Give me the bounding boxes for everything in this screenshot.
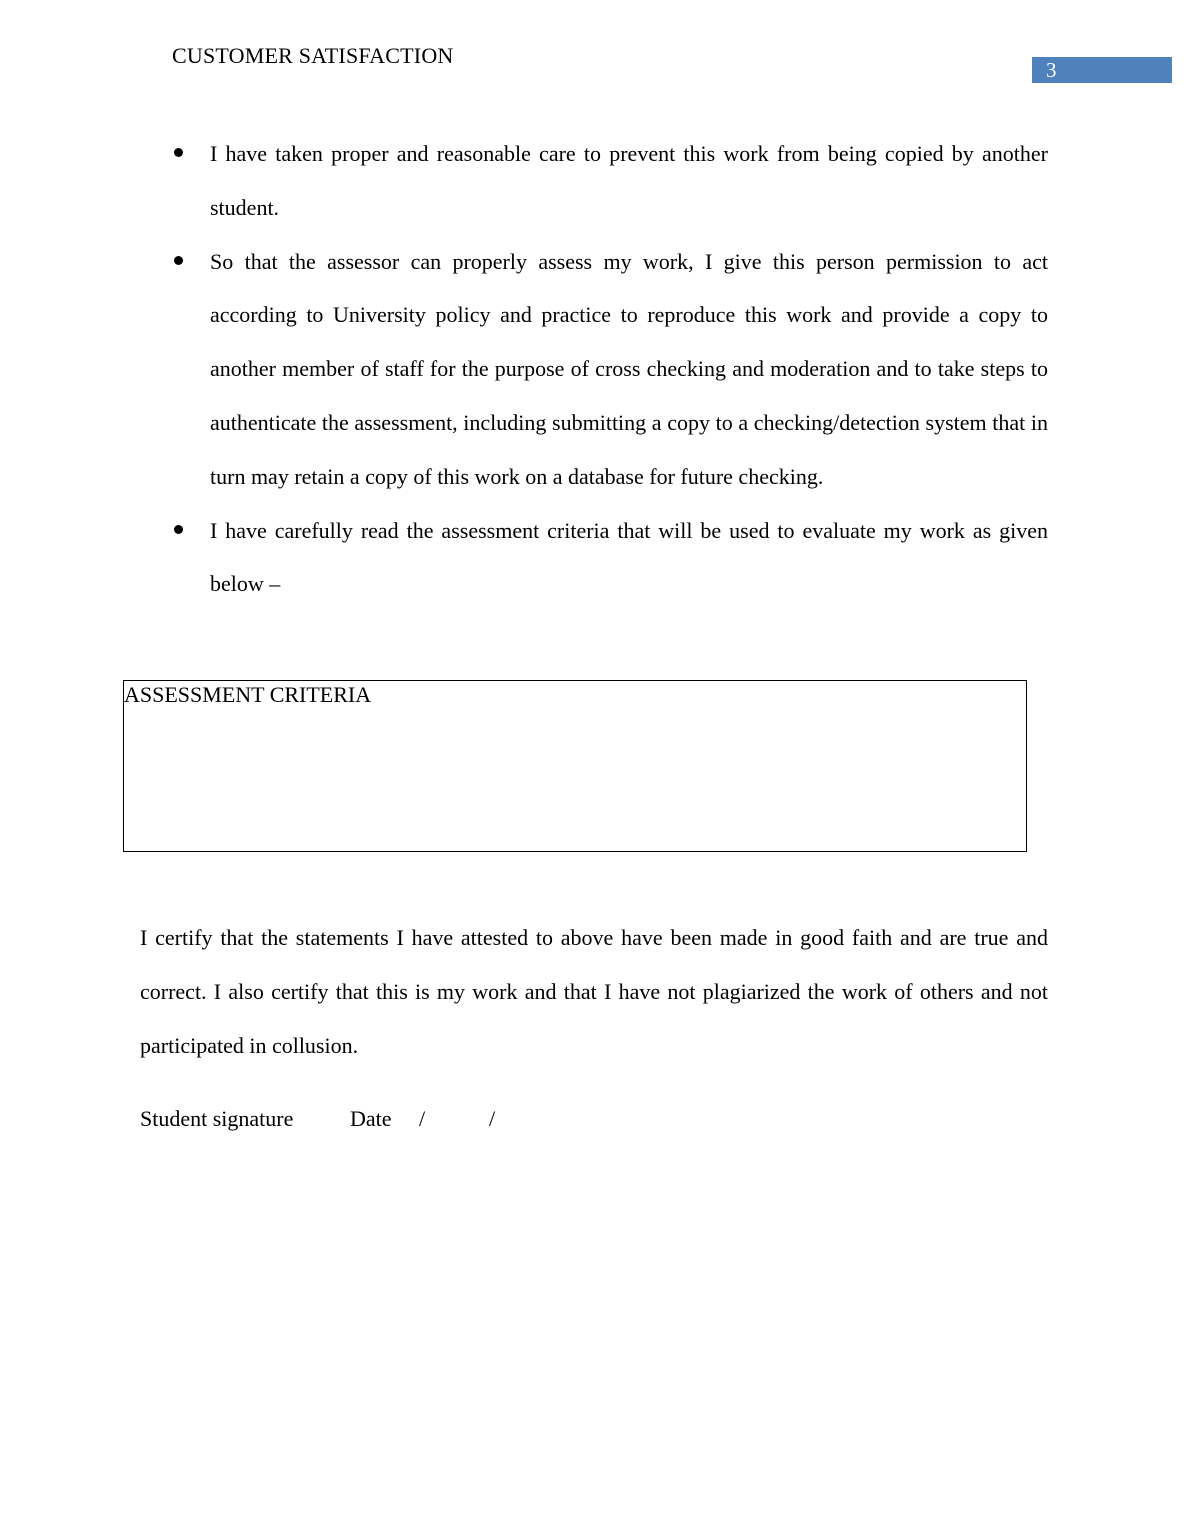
bullet-text: So that the assessor can properly assess my work, I give this person permission to act according to University policy and practice to reproduce this work and provide a copy to another member of staff for the purpose of cross checking and moderation and to take steps to authenticate the assessment, including submitting a copy to a checking/detection system that in turn may retain a copy of this work on a database for future checking. bbox=[210, 248, 1048, 489]
bullet-text: I have carefully read the assessment criteria that will be used to evaluate my work as given below – bbox=[210, 517, 1048, 597]
page-number: 3 bbox=[1046, 58, 1057, 82]
assessment-criteria-title: ASSESSMENT CRITERIA bbox=[124, 682, 372, 707]
date-separator: / bbox=[419, 1106, 426, 1131]
bullet-text: I have taken proper and reasonable care to prevent this work from being copied by another student. bbox=[210, 141, 1048, 220]
list-item bbox=[210, 504, 1048, 612]
page-number-badge bbox=[1032, 57, 1172, 83]
list-item bbox=[210, 235, 1048, 504]
student-signature-label: Student signature bbox=[140, 1106, 294, 1131]
bullet-icon bbox=[174, 148, 183, 157]
assessment-criteria-box bbox=[123, 680, 1027, 852]
declaration-bullet-list bbox=[210, 127, 1048, 611]
date-separator: / bbox=[489, 1106, 496, 1131]
date-label: Date bbox=[350, 1106, 392, 1131]
list-item bbox=[210, 127, 1048, 235]
running-header-title: CUSTOMER SATISFACTION bbox=[172, 43, 454, 68]
bullet-icon bbox=[174, 256, 183, 265]
bullet-icon bbox=[174, 525, 183, 534]
certification-paragraph: I certify that the statements I have attested to above have been made in good faith and are true and correct. I also certify that this is my work and that I have not plagiarized the work of others and not participated in collusion. bbox=[140, 925, 1048, 1058]
